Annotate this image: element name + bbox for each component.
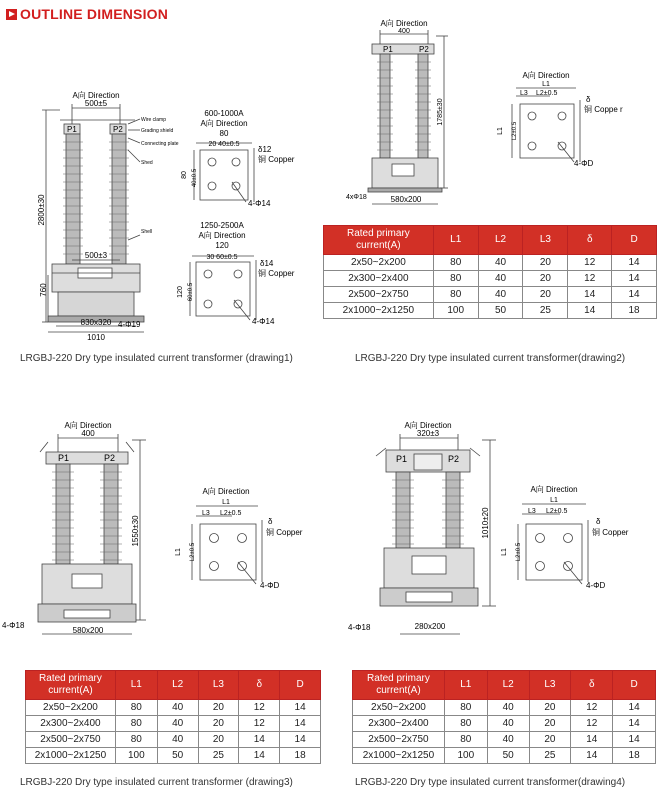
table-header-row (26, 671, 321, 700)
cell: 80 (115, 716, 157, 732)
th-l2: L2 (478, 226, 523, 255)
cell: 2x1000~2x1250 (353, 748, 445, 764)
d3-p1: P1 (58, 453, 70, 463)
table-header-row (324, 226, 657, 255)
cell: 2x300~2x400 (26, 716, 116, 732)
cell: 20 (523, 271, 568, 287)
d1-holes: 4-Φ19 (118, 320, 141, 329)
d1-callout-shell: Shell (141, 229, 153, 235)
d2-term-mat: 铜 Coppe r (584, 105, 623, 114)
d1-term-a-range: 600-1000A (204, 109, 244, 118)
d1-base-w2: 1010 (87, 333, 105, 342)
d2-p1: P1 (383, 45, 393, 54)
d1-base-height: 760 (39, 283, 48, 297)
spec-table-4 (352, 670, 656, 764)
th-l3: L3 (523, 226, 568, 255)
cell: 2x500~2x750 (26, 732, 116, 748)
cell: 20 (523, 287, 568, 303)
cell: 40 (487, 716, 529, 732)
d1-callout-shed: Shed (141, 160, 153, 166)
th-rated-current: Rated primary current(A) (353, 671, 445, 700)
d3-direction: A向 Direction (64, 421, 112, 430)
cell: 18 (612, 303, 657, 319)
th-l2: L2 (157, 671, 198, 700)
d2-direction: A向 Direction (380, 19, 428, 28)
cell: 80 (444, 700, 487, 716)
spec-table-2 (323, 225, 657, 319)
d2-term-delta: δ (586, 95, 591, 104)
cell: 2x50~2x200 (26, 700, 116, 716)
d1-term-b-delta: δ14 (260, 259, 274, 268)
section-title: OUTLINE DIMENSION (20, 6, 169, 22)
cell: 2x500~2x750 (324, 287, 434, 303)
table-row (353, 700, 656, 716)
cell: 20 (529, 716, 571, 732)
d1-term-b-h2: 60±0.5 (188, 282, 194, 302)
table-header-row (353, 671, 656, 700)
d1-height-dim: 2800±30 (37, 194, 46, 226)
table-row (26, 700, 321, 716)
th-delta: δ (239, 671, 280, 700)
th-rated-current: Rated primary current(A) (324, 226, 434, 255)
d2-term-l1: L1 (542, 81, 550, 88)
table-row (353, 732, 656, 748)
cell: 2x50~2x200 (324, 255, 434, 271)
caption-drawing-4: LRGBJ-220 Dry type insulated current transformer(drawing4) (355, 777, 626, 788)
d2-term-l3: L3 (520, 90, 528, 97)
d2-base-w: 580x200 (390, 195, 422, 204)
th-l2: L2 (487, 671, 529, 700)
th-d: D (613, 671, 656, 700)
d2-term-l2-v: L2±0.5 (512, 121, 518, 141)
cell: 20 (198, 700, 239, 716)
d1-term-a-h2: 40±0.5 (192, 168, 198, 188)
d1-mid-dim: 500±3 (84, 251, 108, 260)
d1-term-b-range: 1250-2500A (200, 221, 244, 230)
table-row (324, 303, 657, 319)
drawing-4 (340, 416, 668, 646)
cell: 2x300~2x400 (353, 716, 445, 732)
d1-term-a-dir: A向 Direction (200, 119, 248, 128)
d4-term-l2-v: L2±0.5 (516, 542, 522, 562)
d3-term-l1-v: L1 (175, 548, 182, 556)
d1-callout-grading-shield: Grading shield (141, 128, 174, 134)
cell: 14 (568, 303, 612, 319)
cell: 50 (157, 748, 198, 764)
cell: 14 (612, 271, 657, 287)
d1-term-b-holes: 4-Φ14 (252, 317, 275, 326)
d4-term-holes: 4-ΦD (586, 581, 606, 590)
cell: 40 (478, 287, 523, 303)
d1-term-b-sub: 30 60±0.5 (206, 254, 238, 261)
d3-holes: 4-Φ18 (2, 621, 25, 630)
cell: 100 (115, 748, 157, 764)
table-row (26, 716, 321, 732)
d1-term-b-dir: A向 Direction (198, 231, 246, 240)
cell: 20 (529, 700, 571, 716)
d1-p2: P2 (113, 125, 123, 134)
d4-base-w: 280x200 (414, 622, 446, 631)
cell: 14 (612, 287, 657, 303)
th-l1: L1 (444, 671, 487, 700)
caption-drawing-1: LRGBJ-220 Dry type insulated current transformer (drawing1) (20, 353, 293, 364)
table-row (324, 255, 657, 271)
d4-term-mat: 铜 Copper (592, 528, 629, 537)
d1-term-b-h: 120 (177, 286, 184, 298)
cell: 14 (571, 748, 613, 764)
cell: 25 (529, 748, 571, 764)
cell: 80 (115, 700, 157, 716)
th-delta: δ (568, 226, 612, 255)
cell: 100 (433, 303, 478, 319)
d2-term-holes: 4-ΦD (574, 159, 594, 168)
th-l1: L1 (433, 226, 478, 255)
cell: 25 (198, 748, 239, 764)
cell: 14 (280, 732, 321, 748)
cell: 12 (571, 716, 613, 732)
d4-p2: P2 (448, 454, 460, 464)
cell: 14 (239, 748, 280, 764)
cell: 20 (523, 255, 568, 271)
th-l1: L1 (115, 671, 157, 700)
cell: 40 (487, 732, 529, 748)
d4-term-l1: L1 (550, 497, 558, 504)
cell: 80 (433, 255, 478, 271)
header-marker-icon (6, 9, 17, 20)
cell: 12 (239, 700, 280, 716)
d2-top-dim: 400 (398, 28, 410, 35)
cell: 40 (478, 255, 523, 271)
cell: 40 (487, 700, 529, 716)
d3-top-dim: 400 (81, 429, 95, 438)
cell: 50 (478, 303, 523, 319)
d4-term-delta: δ (596, 517, 601, 526)
d1-term-b-mat: 铜 Copper (258, 269, 295, 278)
drawing-2 (340, 18, 668, 218)
cell: 2x500~2x750 (353, 732, 445, 748)
table-row (353, 716, 656, 732)
cell: 14 (568, 287, 612, 303)
cell: 80 (433, 287, 478, 303)
cell: 2x1000~2x1250 (26, 748, 116, 764)
cell: 25 (523, 303, 568, 319)
cell: 12 (568, 271, 612, 287)
cell: 14 (612, 255, 657, 271)
d1-term-a-holes: 4-Φ14 (248, 199, 271, 208)
table-row (26, 732, 321, 748)
d1-callout-connecting-plate: Connecting plate (141, 141, 179, 147)
d2-term-l1-v: L1 (497, 127, 504, 135)
d1-callout-wire-clamp: Wire clamp (141, 117, 167, 123)
d3-p2: P2 (104, 453, 116, 463)
cell: 80 (433, 271, 478, 287)
cell: 12 (568, 255, 612, 271)
d3-term-mat: 铜 Copper (266, 528, 303, 537)
d3-term-l3: L3 (202, 510, 210, 517)
cell: 20 (198, 732, 239, 748)
d1-term-a-mat: 铜 Copper (258, 155, 295, 164)
cell: 14 (613, 716, 656, 732)
d1-top-dim: 500±5 (84, 99, 108, 108)
d2-p2: P2 (419, 45, 429, 54)
cell: 80 (444, 716, 487, 732)
d3-term-delta: δ (268, 517, 273, 526)
cell: 12 (239, 716, 280, 732)
cell: 12 (571, 700, 613, 716)
d1-base-w1: 830x320 (80, 318, 112, 327)
d1-p1: P1 (67, 125, 77, 134)
cell: 14 (571, 732, 613, 748)
d4-term-l1-v: L1 (501, 548, 508, 556)
d3-term-l2: L2±0.5 (220, 510, 242, 517)
cell: 80 (444, 732, 487, 748)
th-l3: L3 (529, 671, 571, 700)
th-d: D (612, 226, 657, 255)
d4-holes: 4-Φ18 (348, 623, 371, 632)
cell: 100 (444, 748, 487, 764)
d3-term-l2-v: L2±0.5 (190, 542, 196, 562)
d1-term-a-delta: δ12 (258, 145, 272, 154)
cell: 14 (613, 732, 656, 748)
section-header (6, 6, 168, 22)
cell: 18 (280, 748, 321, 764)
th-d: D (280, 671, 321, 700)
caption-drawing-2: LRGBJ-220 Dry type insulated current transformer(drawing2) (355, 353, 626, 364)
drawing-3 (0, 416, 330, 646)
cell: 2x50~2x200 (353, 700, 445, 716)
cell: 40 (157, 700, 198, 716)
cell: 50 (487, 748, 529, 764)
d3-term-dir: A向 Direction (202, 487, 250, 496)
d3-term-holes: 4-ΦD (260, 581, 280, 590)
cell: 14 (613, 700, 656, 716)
spec-table-3 (25, 670, 321, 764)
d2-height: 1785±30 (437, 98, 444, 126)
d4-term-l2: L2±0.5 (546, 508, 568, 515)
d1-direction-label: A向 Direction (72, 91, 120, 100)
table-row (324, 287, 657, 303)
cell: 20 (529, 732, 571, 748)
table-row (324, 271, 657, 287)
d1-term-a-h: 80 (181, 171, 188, 179)
d1-term-b-w: 120 (215, 241, 229, 250)
th-delta: δ (571, 671, 613, 700)
cell: 40 (478, 271, 523, 287)
d4-top-dim: 320±3 (416, 429, 440, 438)
d1-term-a-sub: 20 40±0.5 (208, 141, 240, 148)
cell: 40 (157, 732, 198, 748)
cell: 14 (280, 716, 321, 732)
cell: 18 (613, 748, 656, 764)
d4-p1: P1 (396, 454, 408, 464)
d4-term-dir: A向 Direction (530, 485, 578, 494)
d4-direction: A向 Direction (404, 421, 452, 430)
d2-holes: 4xΦ18 (346, 194, 367, 201)
cell: 40 (157, 716, 198, 732)
drawing-1 (0, 70, 330, 360)
th-l3: L3 (198, 671, 239, 700)
d2-term-l2: L2±0.5 (536, 90, 558, 97)
d3-base-w: 580x200 (72, 626, 104, 635)
cell: 20 (198, 716, 239, 732)
cell: 14 (280, 700, 321, 716)
table-row (26, 748, 321, 764)
th-rated-current: Rated primary current(A) (26, 671, 116, 700)
d4-height: 1010±20 (481, 507, 490, 539)
cell: 14 (239, 732, 280, 748)
cell: 2x300~2x400 (324, 271, 434, 287)
caption-drawing-3: LRGBJ-220 Dry type insulated current transformer (drawing3) (20, 777, 293, 788)
d2-term-dir: A向 Direction (522, 71, 570, 80)
d1-term-a-w: 80 (219, 129, 229, 138)
cell: 2x1000~2x1250 (324, 303, 434, 319)
d4-term-l3: L3 (528, 508, 536, 515)
table-row (353, 748, 656, 764)
d3-height: 1550±30 (131, 515, 140, 547)
cell: 80 (115, 732, 157, 748)
d3-term-l1: L1 (222, 499, 230, 506)
